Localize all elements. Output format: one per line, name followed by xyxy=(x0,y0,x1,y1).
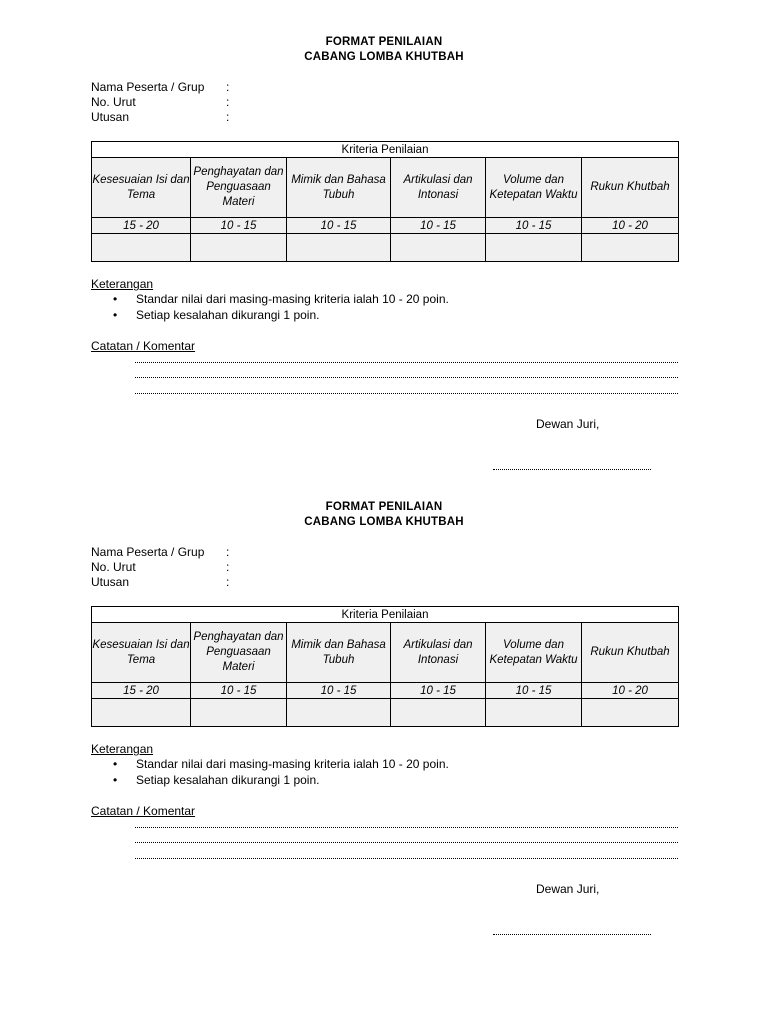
criterion-name: Artikulasi dan Intonasi xyxy=(391,623,486,683)
comment-line[interactable] xyxy=(135,393,678,394)
score-cell[interactable] xyxy=(391,699,486,727)
criterion-range: 10 - 15 xyxy=(391,218,486,234)
score-cell[interactable] xyxy=(92,699,191,727)
score-cell[interactable] xyxy=(191,234,287,262)
field-label-no-urut: No. Urut xyxy=(91,560,136,574)
field-colon: : xyxy=(226,80,230,94)
criterion-name: Mimik dan Bahasa Tubuh xyxy=(287,623,391,683)
table-header: Kriteria Penilaian xyxy=(92,607,679,623)
criterion-name: Volume dan Ketepatan Waktu xyxy=(486,623,582,683)
criterion-name: Kesesuaian Isi dan Tema xyxy=(92,623,191,683)
criterion-range: 15 - 20 xyxy=(92,683,191,699)
criterion-name: Artikulasi dan Intonasi xyxy=(391,158,486,218)
field-colon: : xyxy=(226,575,230,589)
criterion-name: Volume dan Ketepatan Waktu xyxy=(486,158,582,218)
score-form-2: FORMAT PENILAIAN CABANG LOMBA KHUTBAH Nama Peserta / Grup : No. Urut : Utusan : Kriteria Penilaian Kesesuaian Isi dan Tema Penghayatan dan Penguasaan Materi Mimik dan Bahasa Tubuh Artikulasi dan Intonasi Volume dan Ketepatan Waktu Rukun Khutbah 15 - 20 10 - 15 10 - 15 10 - 15 10 - 15 10 - 20 Keterangan Standar nilai dari masing-masing kriteria ialah 10 - 20 poin. Setiap kesalahan dikurangi 1 poin. Catatan / Komentar Dewan Juri, xyxy=(0,465,768,925)
comment-line[interactable] xyxy=(135,827,678,828)
criterion-name: Mimik dan Bahasa Tubuh xyxy=(287,158,391,218)
comment-line[interactable] xyxy=(135,362,678,363)
table-header: Kriteria Penilaian xyxy=(92,142,679,158)
criteria-table xyxy=(91,606,679,727)
field-label-nama: Nama Peserta / Grup xyxy=(91,545,205,559)
field-colon: : xyxy=(226,545,230,559)
field-colon: : xyxy=(226,110,230,124)
score-cell[interactable] xyxy=(582,234,679,262)
score-form-1: FORMAT PENILAIAN CABANG LOMBA KHUTBAH Nama Peserta / Grup : No. Urut : Utusan : Kriteria Penilaian Kesesuaian Isi dan Tema Penghayatan dan Penguasaan Materi Mimik dan Bahasa Tubuh Artikulasi dan Intonasi Volume dan Ketepatan Waktu Rukun Khutbah 15 - 20 10 - 15 10 - 15 10 - 15 10 - 15 10 - 20 Keterangan Standar nilai dari masing-masing kriteria ialah 10 - 20 poin. Setiap kesalahan dikurangi 1 poin. Catatan / Komentar Dewan Juri, xyxy=(0,0,768,460)
field-colon: : xyxy=(226,95,230,109)
keterangan-label: Keterangan xyxy=(91,277,154,291)
criterion-range: 10 - 20 xyxy=(582,683,679,699)
score-cell[interactable] xyxy=(287,234,391,262)
signature-line[interactable] xyxy=(493,934,651,935)
form-subtitle: CABANG LOMBA KHUTBAH xyxy=(304,516,464,528)
comment-line[interactable] xyxy=(135,377,678,378)
criterion-name: Penghayatan dan Penguasaan Materi xyxy=(191,158,287,218)
score-cell[interactable] xyxy=(391,234,486,262)
juri-label: Dewan Juri, xyxy=(536,417,600,431)
score-cell[interactable] xyxy=(486,699,582,727)
criterion-range: 10 - 15 xyxy=(391,683,486,699)
criterion-range: 15 - 20 xyxy=(92,218,191,234)
criterion-range: 10 - 15 xyxy=(486,218,582,234)
score-cell[interactable] xyxy=(582,699,679,727)
form-subtitle: CABANG LOMBA KHUTBAH xyxy=(304,51,464,63)
comment-line[interactable] xyxy=(135,858,678,859)
form-title: FORMAT PENILAIAN xyxy=(325,501,443,513)
score-cell[interactable] xyxy=(287,699,391,727)
score-cell[interactable] xyxy=(486,234,582,262)
field-label-utusan: Utusan xyxy=(91,575,130,589)
criterion-range: 10 - 15 xyxy=(191,218,287,234)
criterion-range: 10 - 15 xyxy=(287,683,391,699)
score-cell[interactable] xyxy=(191,699,287,727)
field-label-no-urut: No. Urut xyxy=(91,95,136,109)
comment-line[interactable] xyxy=(135,842,678,843)
juri-label: Dewan Juri, xyxy=(536,882,600,896)
criterion-range: 10 - 15 xyxy=(191,683,287,699)
criterion-range: 10 - 20 xyxy=(582,218,679,234)
criterion-name: Rukun Khutbah xyxy=(582,158,679,218)
field-label-utusan: Utusan xyxy=(91,110,130,124)
catatan-label: Catatan / Komentar xyxy=(91,804,196,818)
field-label-nama: Nama Peserta / Grup xyxy=(91,80,205,94)
keterangan-label: Keterangan xyxy=(91,742,154,756)
criterion-range: 10 - 15 xyxy=(287,218,391,234)
criterion-name: Rukun Khutbah xyxy=(582,623,679,683)
criterion-range: 10 - 15 xyxy=(486,683,582,699)
criterion-name: Kesesuaian Isi dan Tema xyxy=(92,158,191,218)
form-title: FORMAT PENILAIAN xyxy=(325,36,443,48)
catatan-label: Catatan / Komentar xyxy=(91,339,196,353)
criteria-table xyxy=(91,141,679,262)
criterion-name: Penghayatan dan Penguasaan Materi xyxy=(191,623,287,683)
field-colon: : xyxy=(226,560,230,574)
score-cell[interactable] xyxy=(92,234,191,262)
